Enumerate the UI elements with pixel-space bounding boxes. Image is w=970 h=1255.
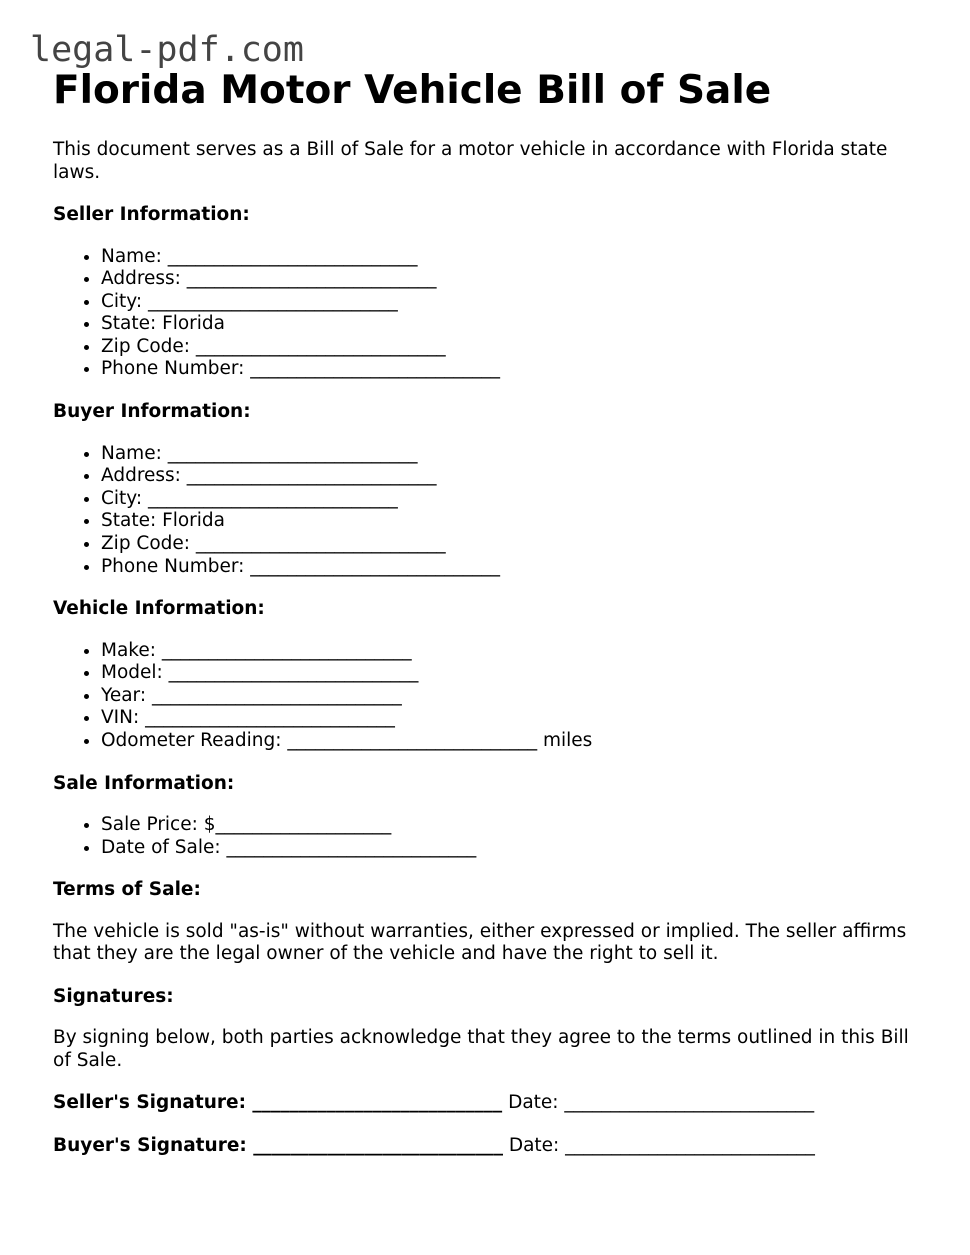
buyer-signature-label: Buyer's Signature: ___________________________ [53,1134,503,1156]
seller-heading: Seller Information: [53,204,250,225]
seller-signature-line [53,1092,923,1115]
seller-state-field: • State: Florida [101,313,923,336]
vehicle-model-field: • Model: ___________________________ [101,662,923,685]
signatures-heading: Signatures: [53,985,174,1007]
seller-zip-field: • Zip Code: ___________________________ [101,336,923,359]
seller-name-field: • Name: ___________________________ [101,246,923,269]
sale-date-field: • Date of Sale: ___________________________ [101,837,923,860]
seller-list [53,246,923,382]
sale-list [53,814,923,859]
sale-price-field: • Sale Price: $___________________ [101,814,923,837]
terms-paragraph: The vehicle is sold "as-is" without warranties, either expressed or implied. The seller affirms that they are the legal owner of the vehicle and have the right to sell it. [53,920,907,965]
seller-address-field: • Address: ___________________________ [101,268,923,291]
page-title: Florida Motor Vehicle Bill of Sale [53,68,772,113]
buyer-city-field: • City: ___________________________ [101,488,923,511]
watermark: legal-pdf.com [30,30,304,70]
intro-paragraph: This document serves as a Bill of Sale for a motor vehicle in accordance with Florida state laws. [53,139,888,183]
vehicle-vin-field: • VIN: ___________________________ [101,707,923,730]
buyer-phone-field: • Phone Number: ___________________________ [101,556,923,579]
buyer-address-field: • Address: ___________________________ [101,465,923,488]
seller-city-field: • City: ___________________________ [101,291,923,314]
buyer-list [53,443,923,579]
buyer-zip-field: • Zip Code: ___________________________ [101,533,923,556]
vehicle-list [53,640,923,753]
signatures-paragraph: By signing below, both parties acknowledge that they agree to the terms outlined in this Bill of Sale. [53,1027,909,1071]
terms-heading: Terms of Sale: [53,879,201,901]
buyer-heading: Buyer Information: [53,401,251,423]
sale-heading: Sale Information: [53,772,235,794]
buyer-signature-line [53,1135,923,1158]
seller-signature-label: Seller's Signature: ___________________________ [53,1092,503,1114]
buyer-signature-date: Date: ___________________________ [508,1134,815,1156]
vehicle-odometer-field: • Odometer Reading: ___________________________ miles [101,730,923,753]
vehicle-make-field: • Make: ___________________________ [101,640,923,663]
document-body [53,68,923,1157]
seller-signature-date: Date: ___________________________ [508,1092,815,1114]
vehicle-year-field: • Year: ___________________________ [101,685,923,708]
buyer-name-field: • Name: ___________________________ [101,443,923,466]
buyer-state-field: • State: Florida [101,510,923,533]
vehicle-heading: Vehicle Information: [53,598,265,620]
seller-phone-field: • Phone Number: ___________________________ [101,358,923,381]
